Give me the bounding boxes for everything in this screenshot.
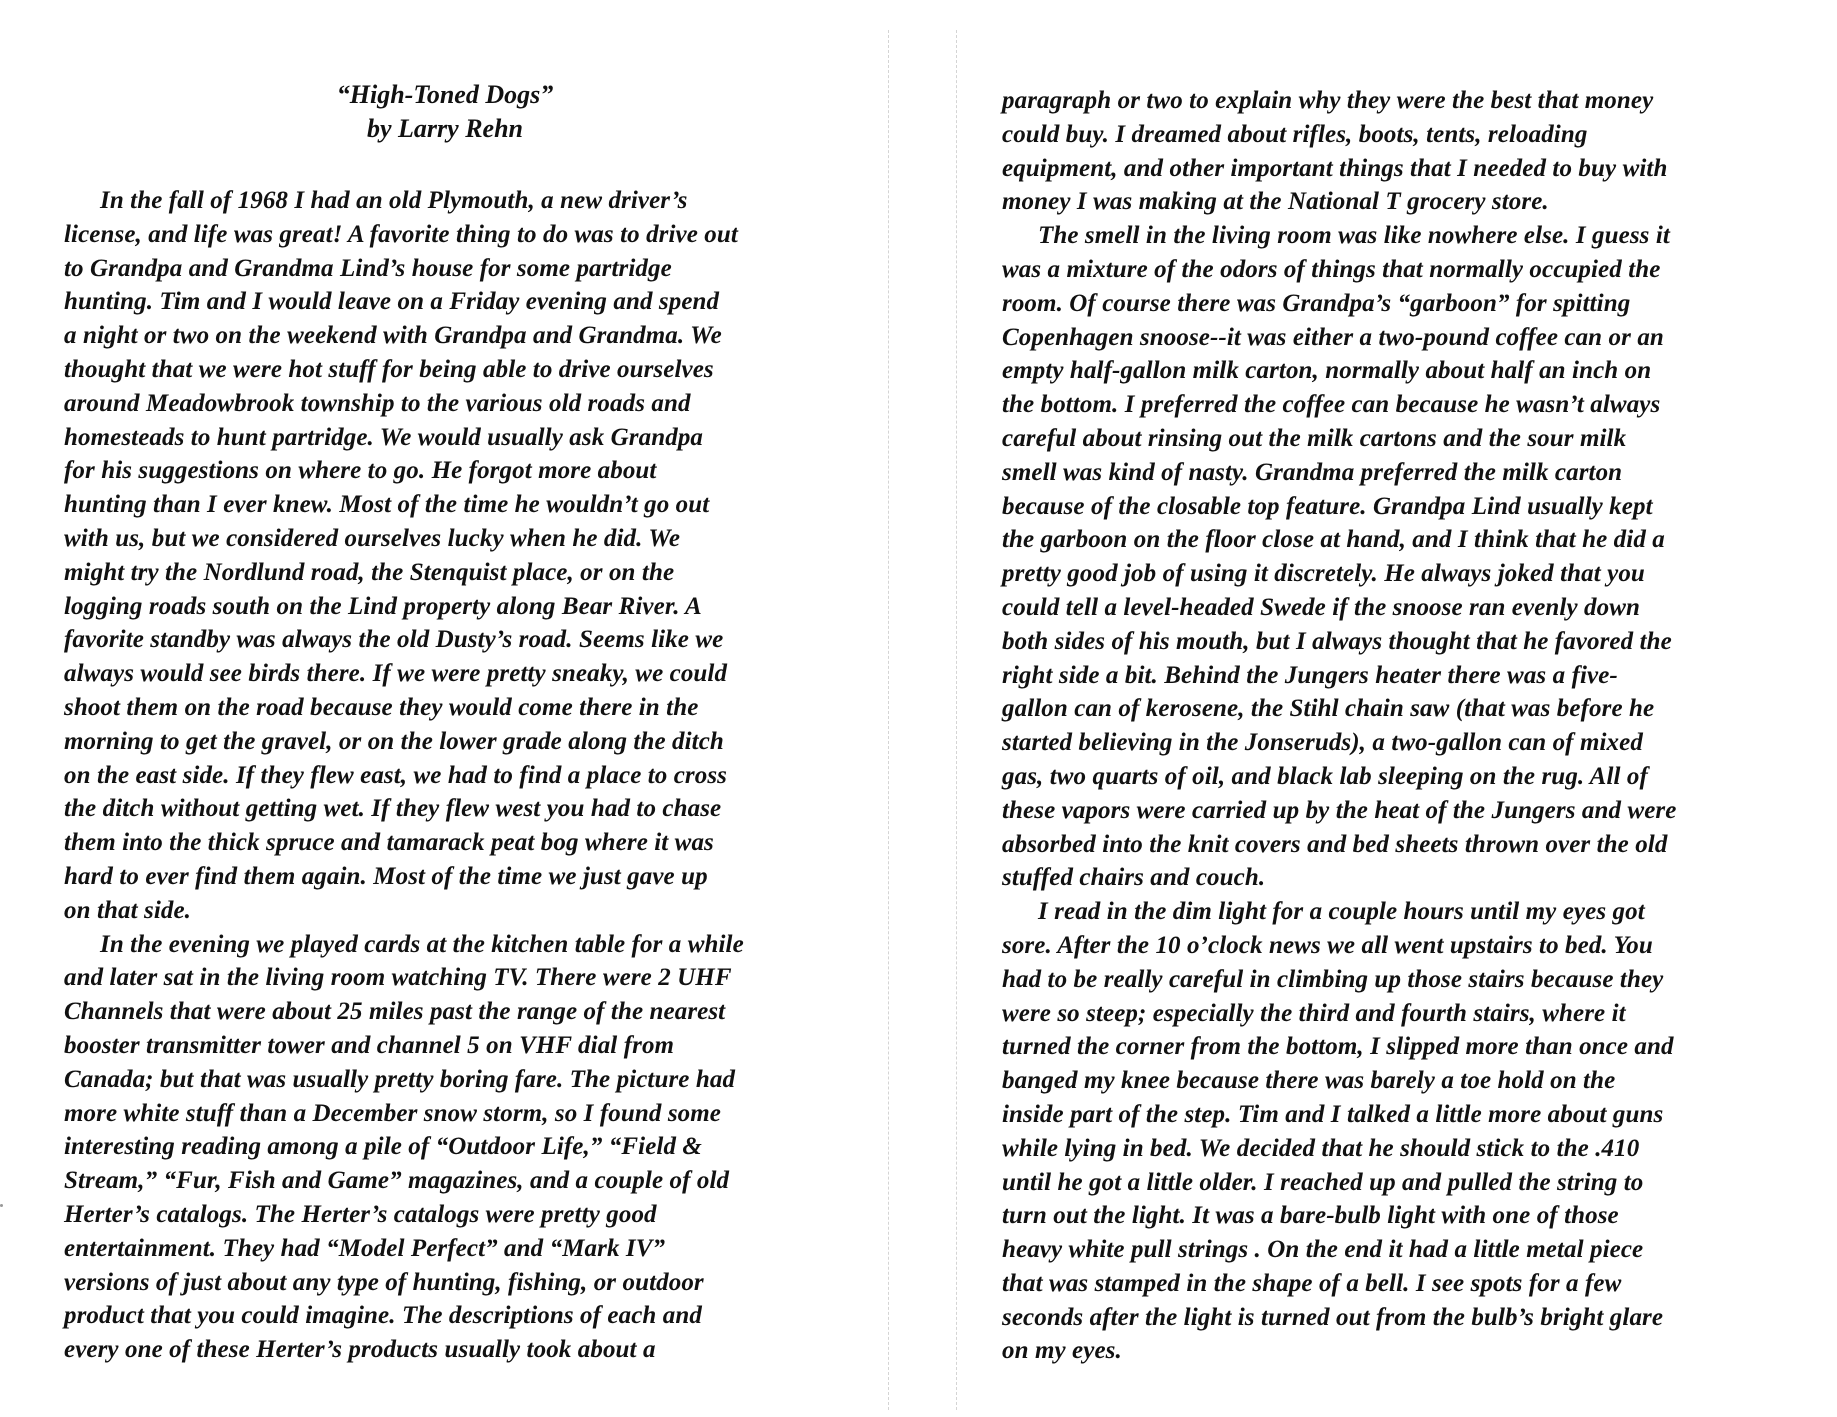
text-line: entertainment. They had “Model Perfect” and “Mark IV”: [64, 1234, 666, 1262]
text-line: pretty good job of using it discretely. He always joked that you: [1002, 560, 1645, 588]
story-title: “High-Toned Dogs”: [336, 80, 554, 109]
text-line: heavy white pull strings . On the end it had a little metal piece: [1002, 1236, 1644, 1264]
text-line: gas, two quarts of oil, and black lab sleeping on the rug. All of: [1002, 762, 1648, 790]
text-line: hunting than I ever knew. Most of the time he wouldn’t go out: [64, 491, 710, 519]
text-line: Herter’s catalogs. The Herter’s catalogs were pretty good: [64, 1200, 657, 1228]
text-line: product that you could imagine. The descriptions of each and: [64, 1302, 702, 1330]
text-line: them into the thick spruce and tamarack peat bog where it was: [64, 829, 714, 857]
text-line: the garboon on the floor close at hand, and I think that he did a: [1002, 526, 1665, 554]
text-line: smell was kind of nasty. Grandma preferred the milk carton: [1002, 458, 1623, 486]
story-byline: by Larry Rehn: [367, 114, 523, 143]
text-line: Channels that were about 25 miles past the range of the nearest: [64, 998, 726, 1026]
story-heading: [330, 78, 560, 146]
text-line: because of the closable top feature. Grandpa Lind usually kept: [1002, 492, 1653, 520]
page-gutter-right: [956, 30, 957, 1410]
text-line: could tell a level-headed Swede if the snoose ran evenly down: [1002, 593, 1640, 621]
text-line: were so steep; especially the third and fourth stairs, where it: [1002, 999, 1626, 1027]
text-line: shoot them on the road because they would come there in the: [64, 693, 699, 721]
text-line: favorite standby was always the old Dusty’s road. Seems like we: [64, 626, 724, 654]
text-line: hunting. Tim and I would leave on a Friday evening and spend: [64, 288, 720, 316]
text-line: turned the corner from the bottom, I slipped more than once and: [1002, 1033, 1674, 1061]
text-line: equipment, and other important things that I needed to buy with: [1002, 154, 1668, 182]
text-line: morning to get the gravel, or on the lower grade along the ditch: [64, 727, 724, 755]
text-line: booster transmitter tower and channel 5 on VHF dial from: [64, 1031, 675, 1059]
text-line: banged my knee because there was barely a toe hold on the: [1002, 1067, 1616, 1095]
text-line: for his suggestions on where to go. He forgot more about: [64, 457, 657, 485]
text-line: hard to ever find them again. Most of the time we just gave up: [64, 862, 708, 890]
left-page: [0, 0, 880, 1417]
text-line: sore. After the 10 o’clock news we all went upstairs to bed. You: [1002, 931, 1653, 959]
text-line: Canada; but that was usually pretty boring fare. The picture had: [64, 1065, 736, 1093]
text-line: absorbed into the knit covers and bed sheets thrown over the old: [1002, 830, 1668, 858]
text-line: might try the Nordlund road, the Stenquist place, or on the: [64, 558, 675, 586]
text-line: on my eyes.: [1002, 1337, 1122, 1365]
text-line: a night or two on the weekend with Grandpa and Grandma. We: [64, 322, 722, 350]
text-line: always would see birds there. If we were pretty sneaky, we could: [64, 660, 728, 688]
text-line: on the east side. If they flew east, we had to find a place to cross: [64, 761, 728, 789]
text-line: and later sat in the living room watching TV. There were 2 UHF: [64, 964, 732, 992]
right-page-text: [1002, 84, 1794, 1368]
text-line: I read in the dim light for a couple hours until my eyes got: [1038, 898, 1645, 926]
text-line: careful about rinsing out the milk cartons and the sour milk: [1002, 424, 1627, 452]
text-line: started believing in the Jonseruds), a two-gallon can of mixed: [1002, 729, 1643, 757]
text-line: both sides of his mouth, but I always thought that he favored the: [1002, 627, 1672, 655]
text-line: the bottom. I preferred the coffee can because he wasn’t always: [1002, 391, 1661, 419]
text-line: that was stamped in the shape of a bell. I see spots for a few: [1002, 1269, 1622, 1297]
text-line: could buy. I dreamed about rifles, boots, tents, reloading: [1002, 120, 1588, 148]
text-line: seconds after the light is turned out from the bulb’s bright glare: [1002, 1303, 1664, 1331]
text-line: while lying in bed. We decided that he should stick to the .410: [1002, 1134, 1640, 1162]
text-line: right side a bit. Behind the Jungers heater there was a five-: [1002, 661, 1618, 689]
text-line: Copenhagen snoose--it was either a two-pound coffee can or an: [1002, 323, 1664, 351]
text-line: gallon can of kerosene, the Stihl chain saw (that was before he: [1002, 695, 1655, 723]
text-line: these vapors were carried up by the heat of the Jungers and were: [1002, 796, 1677, 824]
text-line: license, and life was great! A favorite thing to do was to drive out: [64, 220, 738, 248]
text-line: homesteads to hunt partridge. We would usually ask Grandpa: [64, 423, 704, 451]
page-gutter-left: [888, 30, 889, 1410]
text-line: logging roads south on the Lind property along Bear River. A: [64, 592, 702, 620]
text-line: was a mixture of the odors of things that normally occupied the: [1002, 255, 1661, 283]
text-line: every one of these Herter’s products usually took about a: [64, 1336, 656, 1364]
text-line: had to be really careful in climbing up those stairs because they: [1002, 965, 1664, 993]
text-line: versions of just about any type of hunting, fishing, or outdoor: [64, 1268, 704, 1296]
text-line: paragraph or two to explain why they were the best that money: [1002, 87, 1654, 114]
text-line: In the evening we played cards at the kitchen table for a while: [100, 930, 744, 958]
text-line: to Grandpa and Grandma Lind’s house for some partridge: [64, 254, 672, 282]
text-line: money I was making at the National T grocery store.: [1002, 188, 1549, 216]
text-line: In the fall of 1968 I had an old Plymouth, a new driver’s: [100, 187, 688, 214]
text-line: on that side.: [64, 896, 192, 924]
text-line: more white stuff than a December snow storm, so I found some: [64, 1099, 722, 1127]
text-line: the ditch without getting wet. If they flew west you had to chase: [64, 795, 722, 823]
scan-speck: [0, 1204, 3, 1207]
text-line: stuffed chairs and couch.: [1002, 864, 1266, 892]
text-line: The smell in the living room was like nowhere else. I guess it: [1038, 222, 1670, 250]
text-line: thought that we were hot stuff for being able to drive ourselves: [64, 355, 714, 383]
text-line: turn out the light. It was a bare-bulb light with one of those: [1002, 1202, 1619, 1230]
text-line: inside part of the step. Tim and I talked a little more about guns: [1002, 1100, 1664, 1128]
text-line: room. Of course there was Grandpa’s “garboon” for spitting: [1002, 289, 1631, 317]
text-line: empty half-gallon milk carton, normally about half an inch on: [1002, 357, 1652, 385]
text-line: around Meadowbrook township to the various old roads and: [64, 389, 691, 417]
text-line: interesting reading among a pile of “Outdoor Life,” “Field &: [64, 1133, 702, 1161]
text-line: until he got a little older. I reached up and pulled the string to: [1002, 1168, 1644, 1196]
left-page-text: [64, 184, 844, 1367]
text-line: Stream,” “Fur, Fish and Game” magazines, and a couple of old: [64, 1167, 730, 1195]
text-line: with us, but we considered ourselves lucky when he did. We: [64, 524, 681, 552]
